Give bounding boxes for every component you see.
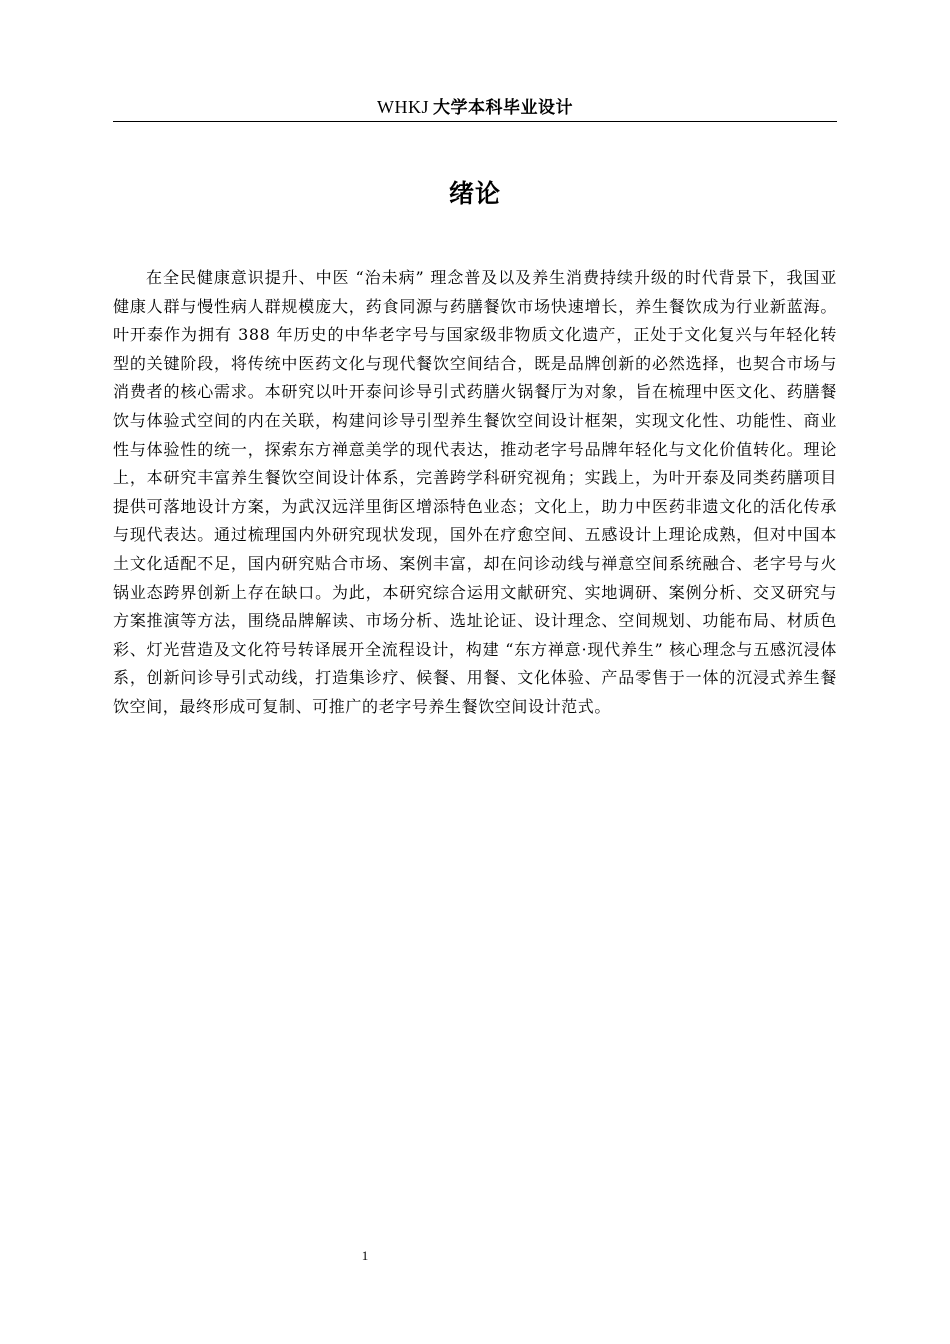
running-header — [113, 94, 837, 121]
body-paragraph: 在全民健康意识提升、中医 “治未病” 理念普及以及养生消费持续升级的时代背景下，我国亚健康人群与慢性病人群规模庞大，药食同源与药膳餐饮市场快速增长，养生餐饮成为行业新蓝海。叶开泰作为拥有 388 年历史的中华老字号与国家级非物质文化遗产，正处于文化复兴与年轻化转型的关键阶段，将传统中医药文化与现代餐饮空间结合，既是品牌创新的必然选择，也契合市场与消费者的核心需求。本研究以叶开泰问诊导引式药膳火锅餐厅为对象，旨在梳理中医文化、药膳餐饮与体验式空间的内在关联，构建问诊导引型养生餐饮空间设计框架，实现文化性、功能性、商业性与体验性的统一，探索东方禅意美学的现代表达，推动老字号品牌年轻化与文化价值转化。理论上，本研究丰富养生餐饮空间设计体系，完善跨学科研究视角；实践上，为叶开泰及同类药膳项目提供可落地设计方案，为武汉远洋里街区增添特色业态；文化上，助力中医药非遗文化的活化传承与现代表达。通过梳理国内外研究现状发现，国外在疗愈空间、五感设计上理论成熟，但对中国本土文化适配不足，国内研究贴合市场、案例丰富，却在问诊动线与禅意空间系统融合、老字号与火锅业态跨界创新上存在缺口。为此，本研究综合运用文献研究、实地调研、案例分析、交叉研究与方案推演等方法，围绕品牌解读、市场分析、选址论证、设计理念、空间规划、功能布局、材质色彩、灯光营造及文化符号转译展开全流程设计，构建 “东方禅意·现代养生” 核心理念与五感沉浸体系，创新问诊导引式动线，打造集诊疗、候餐、用餐、文化体验、产品零售于一体的沉浸式养生餐饮空间，最终形成可复制、可推广的老字号养生餐饮空间设计范式。 — [113, 268, 837, 716]
page-number: 1 — [361, 1248, 369, 1263]
header-school-code: WHKJ — [377, 97, 429, 117]
header-thesis-type: 大学本科毕业设计 — [433, 98, 573, 118]
chapter-title: 绪论 — [448, 179, 501, 208]
header-divider — [113, 121, 837, 122]
